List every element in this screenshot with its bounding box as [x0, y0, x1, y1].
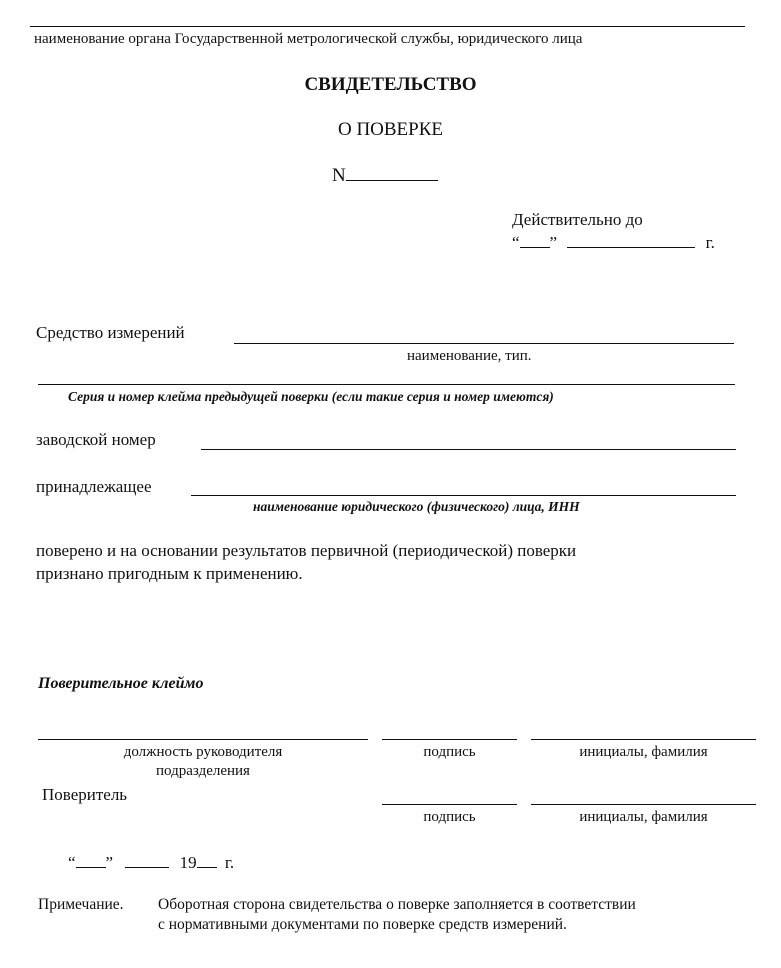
serial-number-field[interactable] — [201, 449, 736, 450]
validity-label: Действительно до — [512, 210, 643, 229]
verifier-label: Поверитель — [42, 785, 128, 804]
measuring-instrument-caption: наименование, тип. — [407, 348, 532, 364]
head-position-caption-line2: подразделения — [156, 763, 250, 779]
validity-month-year-field[interactable] — [567, 233, 695, 248]
org-name-line[interactable] — [30, 26, 745, 27]
head-initials-field[interactable] — [531, 739, 756, 740]
note-label: Примечание. — [38, 896, 124, 913]
date-year-field[interactable] — [197, 853, 217, 868]
serial-number-label: заводской номер — [36, 430, 156, 449]
date-month-field[interactable] — [125, 853, 169, 868]
verifier-signature-caption: подпись — [423, 809, 476, 825]
verifier-initials-field[interactable] — [531, 804, 756, 805]
number-label: N — [332, 165, 346, 186]
verifier-signature-field[interactable] — [382, 804, 517, 805]
document-subtitle: О ПОВЕРКЕ — [337, 119, 444, 140]
date-year-prefix: 19 — [179, 853, 197, 872]
owner-caption: наименование юридического (физического) лица, ИНН — [253, 499, 580, 514]
date-day-field[interactable] — [76, 853, 106, 868]
note-text-line2: с нормативными документами по поверке средств измерений. — [158, 916, 567, 933]
validity-date — [512, 233, 715, 253]
validity-day-field[interactable] — [520, 233, 550, 248]
head-position-field[interactable] — [38, 739, 368, 740]
date-year-suffix: г. — [224, 853, 235, 872]
result-text-line2: признано пригодным к применению. — [36, 564, 303, 583]
validity-open-quote: “ — [512, 233, 520, 252]
result-text-line1: поверено и на основании результатов первичной (периодической) поверки — [36, 541, 577, 560]
owner-field[interactable] — [191, 495, 736, 496]
validity-close-quote: ” — [549, 233, 558, 252]
measuring-instrument-field[interactable] — [234, 343, 734, 344]
validity-year-suffix: г. — [705, 233, 715, 252]
number-field[interactable] — [346, 166, 438, 181]
certificate-number — [332, 165, 438, 187]
issue-date — [68, 853, 234, 873]
date-close-quote: ” — [105, 853, 114, 872]
head-initials-caption: инициалы, фамилия — [579, 744, 708, 760]
org-name-caption: наименование органа Государственной метрологической службы, юридического лица — [34, 31, 583, 47]
head-signature-caption: подпись — [423, 744, 476, 760]
document-title: СВИДЕТЕЛЬСТВО — [304, 74, 477, 95]
head-signature-field[interactable] — [382, 739, 517, 740]
series-number-field[interactable] — [38, 384, 735, 385]
verification-stamp-label: Поверительное клеймо — [38, 675, 204, 692]
note-text-line1: Оборотная сторона свидетельства о поверке заполняется в соответствии — [158, 896, 636, 913]
head-position-caption-line1: должность руководителя — [123, 744, 283, 760]
date-open-quote: “ — [68, 853, 76, 872]
owner-label: принадлежащее — [36, 477, 152, 496]
measuring-instrument-label: Средство измерений — [36, 323, 185, 342]
verifier-initials-caption: инициалы, фамилия — [579, 809, 708, 825]
series-number-caption: Серия и номер клейма предыдущей поверки (если такие серия и номер имеются) — [68, 389, 554, 404]
